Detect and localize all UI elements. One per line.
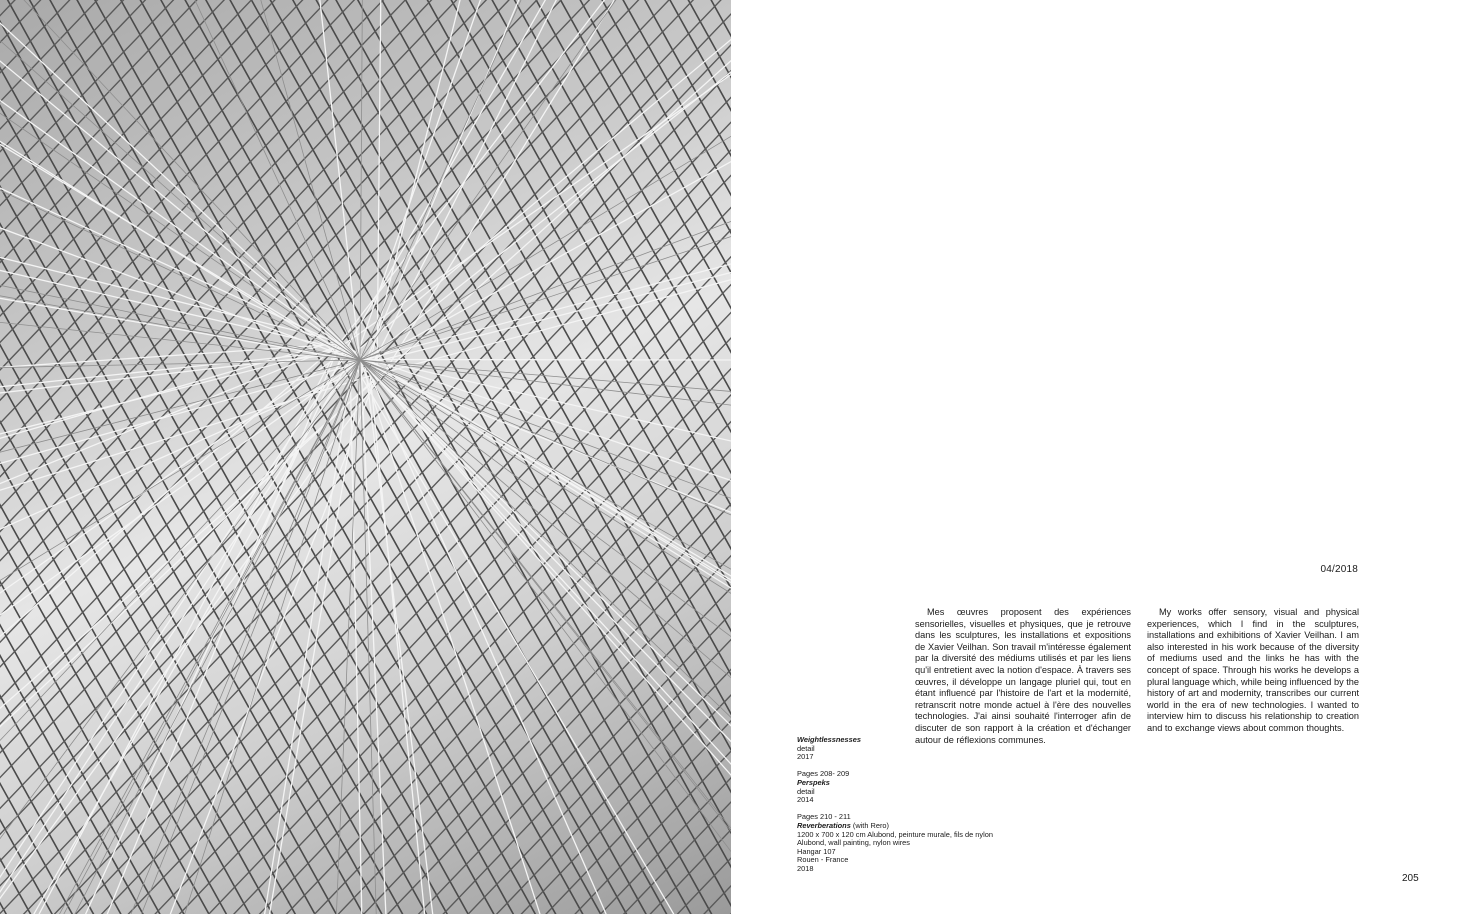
- date-label: 04/2018: [1320, 564, 1358, 575]
- wire-shadow: [299, 0, 731, 914]
- caption-title-suffix: (with Rero): [850, 820, 890, 830]
- wire-shadow: [0, 0, 15, 914]
- caption-line: 2014: [797, 795, 814, 805]
- caption-reverberations: [797, 813, 1097, 873]
- wire-shadow: [706, 0, 731, 914]
- wire-strand: [228, 0, 360, 360]
- wire-strand: [359, 359, 731, 361]
- caption-line: Alubond, wall painting, nylon wires: [797, 838, 910, 848]
- caption-title: Perspeks: [797, 777, 830, 787]
- wire-strand: [0, 367, 367, 854]
- wire-strand: [0, 0, 379, 379]
- wire-strand: [347, 347, 731, 914]
- english-text-column: My works offer sensory, visual and physical experiences, which I find in the sculptures, installations and exhibitions of Xavier Veilhan. I am also interested in his work because of the diversity of mediums used and the links he has with the concept of space. Through his works he develops a plural language which, while being influenced by the history of art and modernity, transcribes our current world in the era of new technologies. I wanted to interview him to discuss his relationship to creation and to exchange views about common thoughts.: [1147, 607, 1359, 733]
- french-text-column: Mes œuvres proposent des expériences sensorielles, visuelles et physiques, que je retrouve dans les sculptures, les installations et expositions de Xavier Veilhan. Son travail m'intéresse également par la diversité des médiums utilisés et par les liens qu'il entretient avec la notion d'espace. À travers ses œuvres, il développe un langage pluriel qui, tout en étant influencé par l'histoire de l'art et la modernité, retranscrit notre monde actuel à l'ère des nouvelles technologies. J'ai ainsi souhaité l'interroger afin de discuter de son rapport à la création et d'échanger autour de réflexions communes.: [915, 607, 1131, 745]
- wire-shadow: [113, 0, 731, 914]
- wire-strand: [41, 0, 360, 360]
- wire-strand: [370, 370, 490, 914]
- wire-strand: [352, 352, 731, 914]
- caption-perspeks: [797, 770, 1097, 804]
- caption-title: Reverberations: [797, 820, 851, 830]
- wire-strand: [0, 59, 342, 342]
- caption-pages: Pages 208- 209: [797, 769, 850, 779]
- wire-shadow: [0, 0, 496, 914]
- caption-line: 2017: [797, 752, 814, 762]
- wire-shadow: [287, 0, 731, 914]
- wire-strand: [378, 0, 731, 378]
- wire-shadow: [60, 0, 731, 914]
- caption-line: 1200 x 700 x 120 cm Alubond, peinture murale, fils de nylon: [797, 829, 993, 839]
- wire-shadow: [8, 0, 731, 914]
- page-number: 205: [1402, 873, 1419, 884]
- wire-shadow: [608, 0, 731, 914]
- wire-strand: [360, 360, 731, 505]
- wire-shadow: [0, 0, 81, 914]
- caption-line: detail: [797, 743, 815, 753]
- caption-title: Weightlessnesses: [797, 735, 861, 744]
- wire-shadow: [135, 0, 655, 914]
- caption-pages: Pages 210 - 211: [797, 812, 851, 822]
- text-page: [731, 0, 1458, 914]
- caption-line: Rouen - France: [797, 855, 849, 865]
- wire-shadow: [422, 0, 731, 914]
- caption-weightlessnesses: [797, 736, 1097, 762]
- wire-strand: [356, 356, 731, 914]
- wire-strand: [0, 379, 379, 914]
- image-captions: [797, 736, 1097, 882]
- wire-shadow: [0, 0, 571, 914]
- wire-strand: [348, 348, 731, 914]
- caption-line: detail: [797, 786, 815, 796]
- caption-line: 2018: [797, 863, 814, 873]
- caption-line: Hangar 107: [797, 846, 836, 856]
